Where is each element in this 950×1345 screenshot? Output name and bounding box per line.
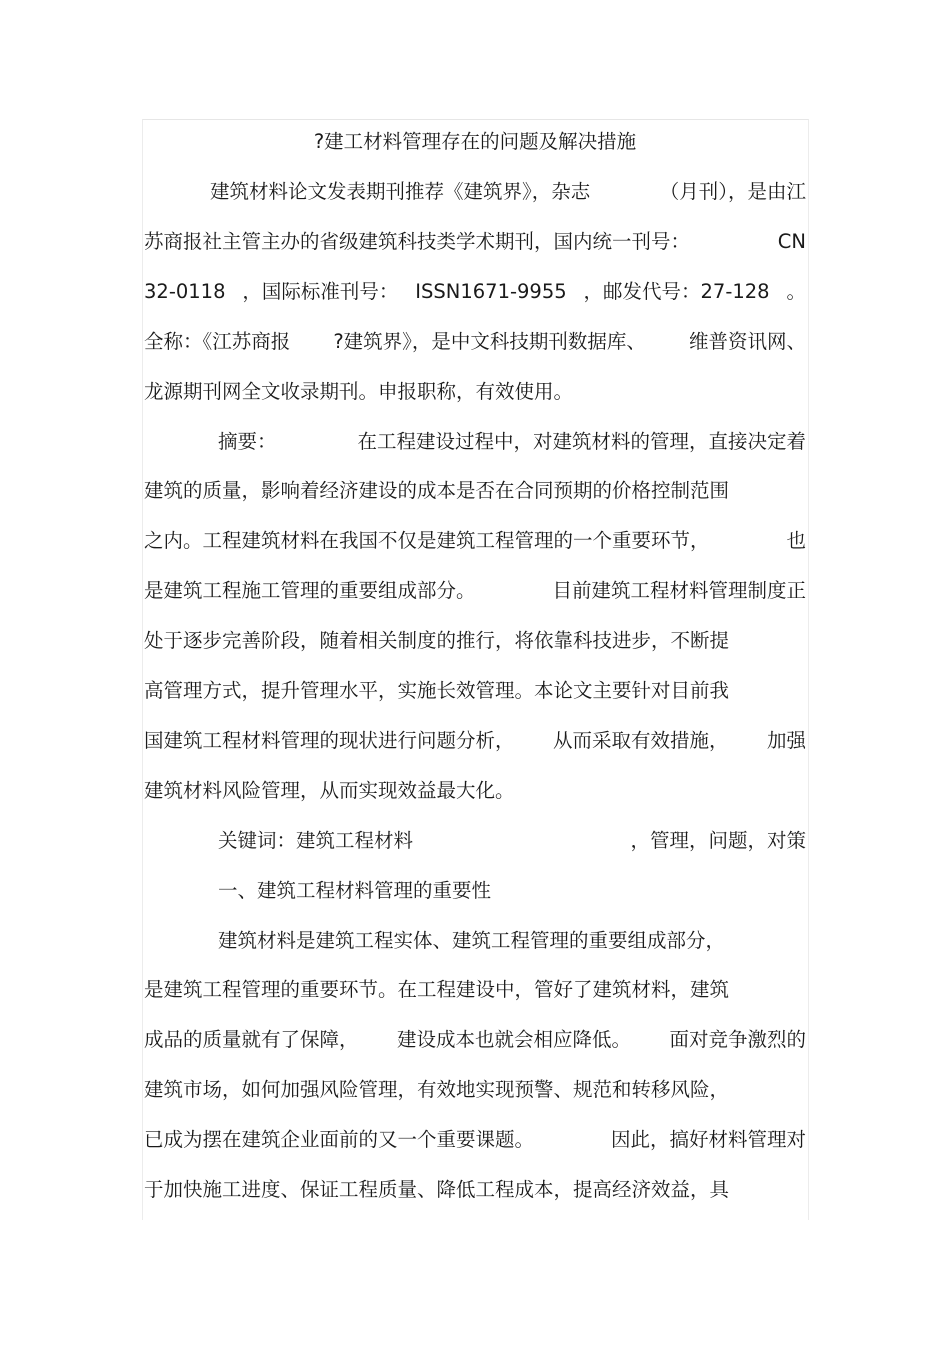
text-segment: 在工程建设过程中，对建筑材料的管理，直接决定着: [357, 430, 806, 453]
text-line: [144, 1126, 806, 1154]
text-line: [144, 527, 806, 555]
text-segment: 摘要：: [218, 430, 277, 453]
text-line: [144, 1076, 806, 1104]
text-segment: 处于逐步完善阶段，随着相关制度的推行，将依靠科技进步，不断提: [144, 629, 730, 652]
text-segment: 目前建筑工程材料管理制度正: [552, 579, 806, 602]
text-segment: 建筑材料是建筑工程实体、建筑工程管理的重要组成部分，: [218, 929, 726, 952]
text-line: [144, 477, 806, 505]
text-line: [144, 178, 806, 206]
text-segment: 也: [786, 529, 806, 552]
text-segment: 一、建筑工程材料管理的重要性: [218, 879, 492, 902]
text-segment: 建设成本也就会相应降低。: [396, 1028, 631, 1051]
text-segment: 于加快施工进度、保证工程质量、降低工程成本，提高经济效益，具: [144, 1178, 730, 1201]
text-segment: 是建筑工程管理的重要环节。在工程建设中，管好了建筑材料，建筑: [144, 978, 730, 1001]
text-line: [144, 328, 806, 356]
text-line: [144, 627, 806, 655]
text-line: [144, 1176, 806, 1204]
text-segment: 建筑市场，如何加强风险管理，有效地实现预警、规范和转移风险，: [144, 1078, 730, 1101]
text-line: [144, 877, 806, 905]
text-segment: 高管理方式，提升管理水平，实施长效管理。本论文主要针对目前我: [144, 679, 730, 702]
text-segment: CN: [777, 230, 806, 253]
text-segment: 加强: [766, 729, 806, 752]
text-segment: 国建筑工程材料管理的现状进行问题分析，: [144, 729, 515, 752]
text-line: [144, 976, 806, 1004]
text-segment: 32-0118: [144, 280, 226, 303]
text-segment: 建筑的质量，影响着经济建设的成本是否在合同预期的价格控制范围: [144, 479, 730, 502]
text-segment: 是建筑工程施工管理的重要组成部分。: [144, 579, 476, 602]
text-segment: 之内。工程建筑材料在我国不仅是建筑工程管理的一个重要环节，: [144, 529, 710, 552]
text-segment: 关键词：建筑工程材料: [218, 829, 414, 852]
text-segment: 维普资讯网、: [688, 330, 806, 353]
text-segment: 从而采取有效措施，: [552, 729, 729, 752]
text-segment: ，国际标准刊号：: [242, 280, 399, 303]
text-segment: 已成为摆在建筑企业面前的又一个重要课题。: [144, 1128, 535, 1151]
text-line: [144, 827, 806, 855]
text-line: [144, 378, 806, 406]
text-line: [144, 278, 806, 306]
document-title: ?建工材料管理存在的问题及解决措施: [313, 130, 637, 153]
text-line: [144, 727, 806, 755]
text-segment: 全称：《江苏商报: [144, 330, 291, 353]
text-segment: 因此，搞好材料管理对: [610, 1128, 806, 1151]
text-line: [144, 1026, 806, 1054]
text-line: [144, 577, 806, 605]
text-line: [144, 927, 806, 955]
text-segment: 成品的质量就有了保障，: [144, 1028, 359, 1051]
text-segment: 。: [786, 280, 806, 303]
text-line: [144, 677, 806, 705]
text-segment: （月刊），是由江: [659, 180, 806, 203]
text-segment: 建筑材料风险管理，从而实现效益最大化。: [144, 779, 515, 802]
text-segment: 建筑材料论文发表期刊推荐《建筑界》，杂志: [210, 180, 591, 203]
text-segment: ?建筑界》，是中文科技期刊数据库、: [333, 330, 646, 353]
text-line: [144, 228, 806, 256]
text-segment: ，邮发代号：27-128: [583, 280, 770, 303]
text-segment: ISSN1671-9955: [415, 280, 567, 303]
text-line: [144, 428, 806, 456]
text-segment: 苏商报社主管主办的省级建筑科技类学术期刊，国内统一刊号：: [144, 230, 691, 253]
text-line: [144, 777, 806, 805]
text-segment: 面对竞争激烈的: [669, 1028, 806, 1051]
text-segment: 龙源期刊网全文收录期刊。申报职称，有效使用。: [144, 380, 574, 403]
text-segment: ，管理，问题，对策: [630, 829, 806, 852]
